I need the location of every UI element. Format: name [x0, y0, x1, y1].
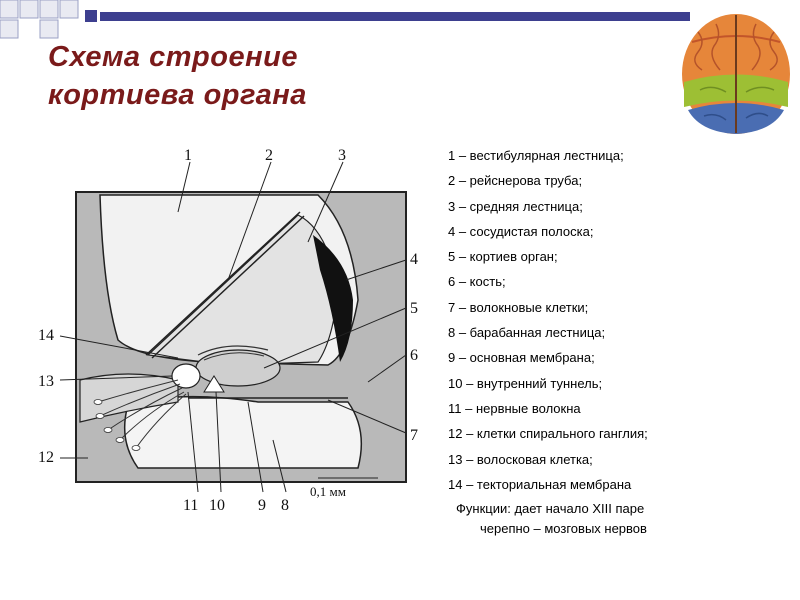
label-5: 5: [410, 300, 418, 317]
label-4: 4: [410, 251, 418, 268]
legend-item: 4 – сосудистая полоска;: [448, 223, 594, 239]
legend-item: 9 – основная мембрана;: [448, 350, 595, 366]
label-12: 12: [38, 449, 54, 466]
title-line-1: Схема строение: [48, 41, 298, 73]
legend-item: 11 – нервные волокна: [448, 400, 581, 416]
legend: [448, 143, 793, 539]
scale-label: 0,1 мм: [310, 484, 346, 499]
functions-line-1: Функции: дает начало XIII паре: [456, 501, 645, 517]
tympanic-scala: [125, 397, 362, 468]
hair-cell: [172, 364, 200, 388]
legend-item: 8 – барабанная лестница;: [448, 325, 606, 341]
label-10: 10: [209, 497, 225, 514]
label-9: 9: [258, 497, 266, 514]
legend-item: 1 – вестибулярная лестница;: [448, 148, 624, 163]
legend-item: 14 – текториальная мембрана: [448, 476, 632, 492]
label-8: 8: [281, 497, 289, 514]
legend-item: 3 – средняя лестница;: [448, 198, 583, 214]
label-11: 11: [183, 497, 199, 514]
functions-note: [448, 499, 793, 539]
title-line-2: кортиева органа: [48, 79, 307, 111]
brain-image: [680, 12, 792, 136]
label-14: 14: [38, 327, 54, 344]
label-3: 3: [338, 147, 346, 164]
functions-line-2: черепно – мозговых нервов: [480, 521, 647, 537]
legend-item: 7 – волокновые клетки;: [448, 299, 589, 315]
label-13: 13: [38, 373, 54, 390]
label-2: 2: [265, 147, 273, 164]
legend-item: 13 – волосковая клетка;: [448, 451, 593, 467]
legend-item: 5 – кортиев орган;: [448, 249, 558, 265]
legend-item: 6 – кость;: [448, 274, 506, 290]
corti-organ-diagram: [28, 140, 428, 540]
legend-item: 12 – клетки спирального ганглия;: [448, 426, 648, 442]
legend-item: 2 – рейснерова труба;: [448, 173, 583, 189]
legend-item: 10 – внутренний туннель;: [448, 375, 603, 391]
label-7: 7: [410, 427, 418, 444]
page-title: [48, 38, 428, 114]
label-6: 6: [410, 347, 418, 364]
organ-of-corti: [196, 350, 280, 386]
label-1: 1: [184, 147, 192, 164]
